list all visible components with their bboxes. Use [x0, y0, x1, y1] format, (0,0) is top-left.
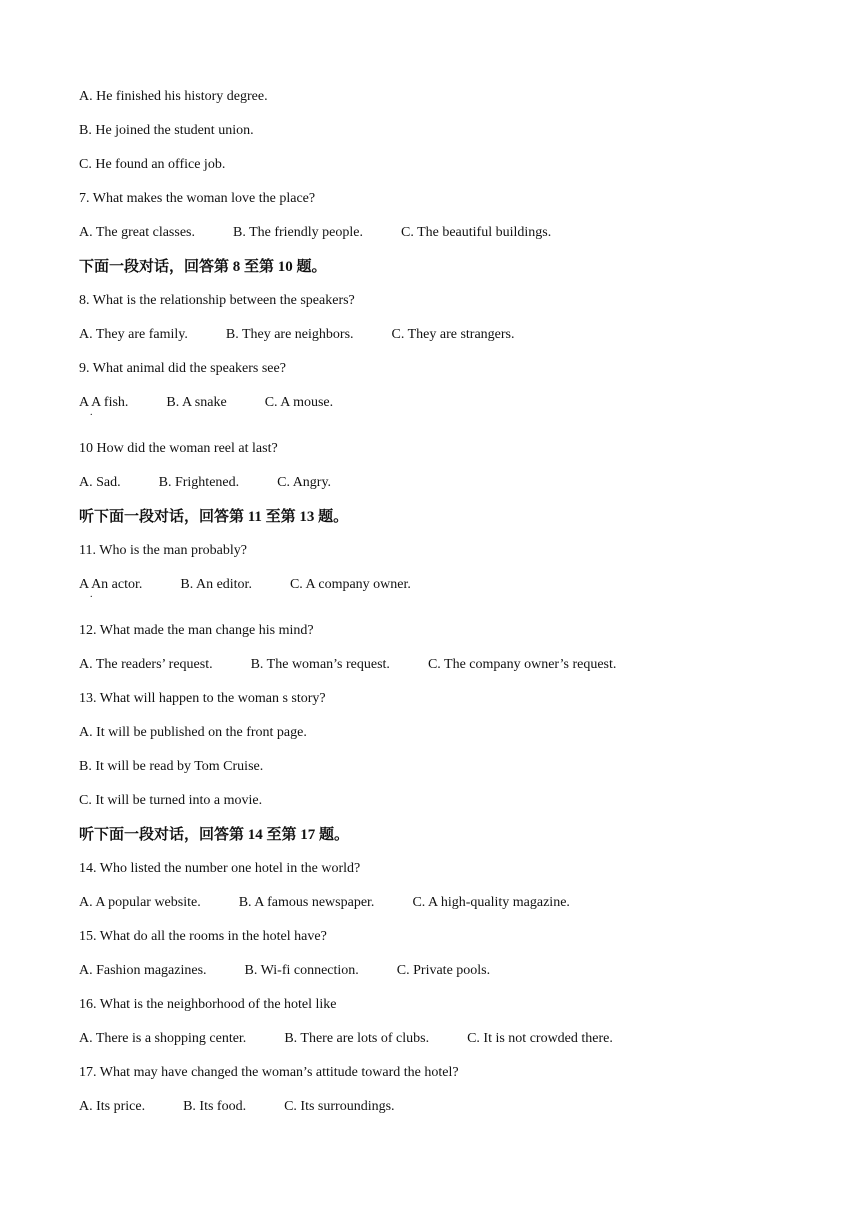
question-text: 8. What is the relationship between the speakers? [79, 293, 355, 308]
options-row [79, 472, 819, 506]
answer-option: A. The great classes. [79, 225, 195, 240]
options-row [79, 574, 819, 620]
exam-page [79, 86, 819, 1130]
question-text: 10 How did the woman reel at last? [79, 441, 278, 456]
answer-option: C. Its surroundings. [284, 1099, 395, 1114]
question-text: 17. What may have changed the woman’s attitude toward the hotel? [79, 1065, 459, 1080]
answer-option: B. The woman’s request. [250, 657, 390, 672]
question-text: 16. What is the neighborhood of the hotel like [79, 997, 337, 1012]
answer-option: C. They are strangers. [391, 327, 515, 342]
question-text: 13. What will happen to the woman s story? [79, 691, 326, 706]
section-heading: 听下面一段对话，回答第 14 至第 17 题。 [79, 827, 350, 843]
question-text: 12. What made the man change his mind? [79, 623, 314, 638]
answer-option: C. Private pools. [396, 963, 491, 978]
answer-option: C. The company owner’s request. [427, 657, 617, 672]
answer-option: B. A famous newspaper. [238, 895, 375, 910]
options-row [79, 654, 819, 688]
answer-option: C. A high-quality magazine. [412, 895, 570, 910]
answer-option: C. He found an office job. [79, 157, 226, 172]
answer-option: B. It will be read by Tom Cruise. [79, 759, 264, 774]
answer-option: B. They are neighbors. [225, 327, 354, 342]
question-text: 7. What makes the woman love the place? [79, 191, 316, 206]
answer-option: B. There are lots of clubs. [284, 1031, 430, 1046]
answer-option: B. An editor. [180, 577, 252, 592]
options-row [79, 392, 819, 438]
options-row [79, 960, 819, 994]
answer-option: B. Its food. [183, 1099, 247, 1114]
answer-option: C. A company owner. [289, 577, 411, 592]
answer-option: B. Wi-fi connection. [244, 963, 359, 978]
answer-option: C. It is not crowded there. [467, 1031, 613, 1046]
question-text: 11. Who is the man probably? [79, 543, 247, 558]
answer-option: A. It will be published on the front page. [79, 725, 307, 740]
answer-option: B. A snake [166, 395, 227, 410]
answer-option: A. There is a shopping center. [79, 1031, 247, 1046]
answer-option: C. It will be turned into a movie. [79, 793, 263, 808]
options-row [79, 1028, 819, 1062]
answer-option: A A fish. . [79, 392, 128, 414]
question-text: 15. What do all the rooms in the hotel have? [79, 929, 327, 944]
answer-option: A. He finished his history degree. [79, 89, 268, 104]
question-text: 14. Who listed the number one hotel in the world? [79, 861, 361, 876]
answer-option: A. Its price. [79, 1099, 146, 1114]
answer-option: B. He joined the student union. [79, 123, 254, 138]
answer-option: C. The beautiful buildings. [400, 225, 552, 240]
answer-option: A. Fashion magazines. [79, 963, 207, 978]
options-row [79, 222, 819, 256]
answer-option: A. Sad. [79, 475, 121, 490]
question-text: 9. What animal did the speakers see? [79, 361, 286, 376]
answer-option: B. The friendly people. [232, 225, 363, 240]
answer-option: A. A popular website. [79, 895, 201, 910]
answer-option: A. They are family. [79, 327, 188, 342]
options-row [79, 324, 819, 358]
answer-option: C. Angry. [277, 475, 332, 490]
section-heading: 听下面一段对话，回答第 11 至第 13 题。 [79, 509, 349, 525]
answer-option: A. The readers’ request. [79, 657, 213, 672]
answer-option: C. A mouse. [264, 395, 334, 410]
answer-option: A An actor. . [79, 574, 142, 596]
section-heading: 下面一段对话，回答第 8 至第 10 题。 [79, 259, 327, 275]
options-row [79, 892, 819, 926]
options-row [79, 1096, 819, 1130]
answer-option: B. Frightened. [158, 475, 240, 490]
